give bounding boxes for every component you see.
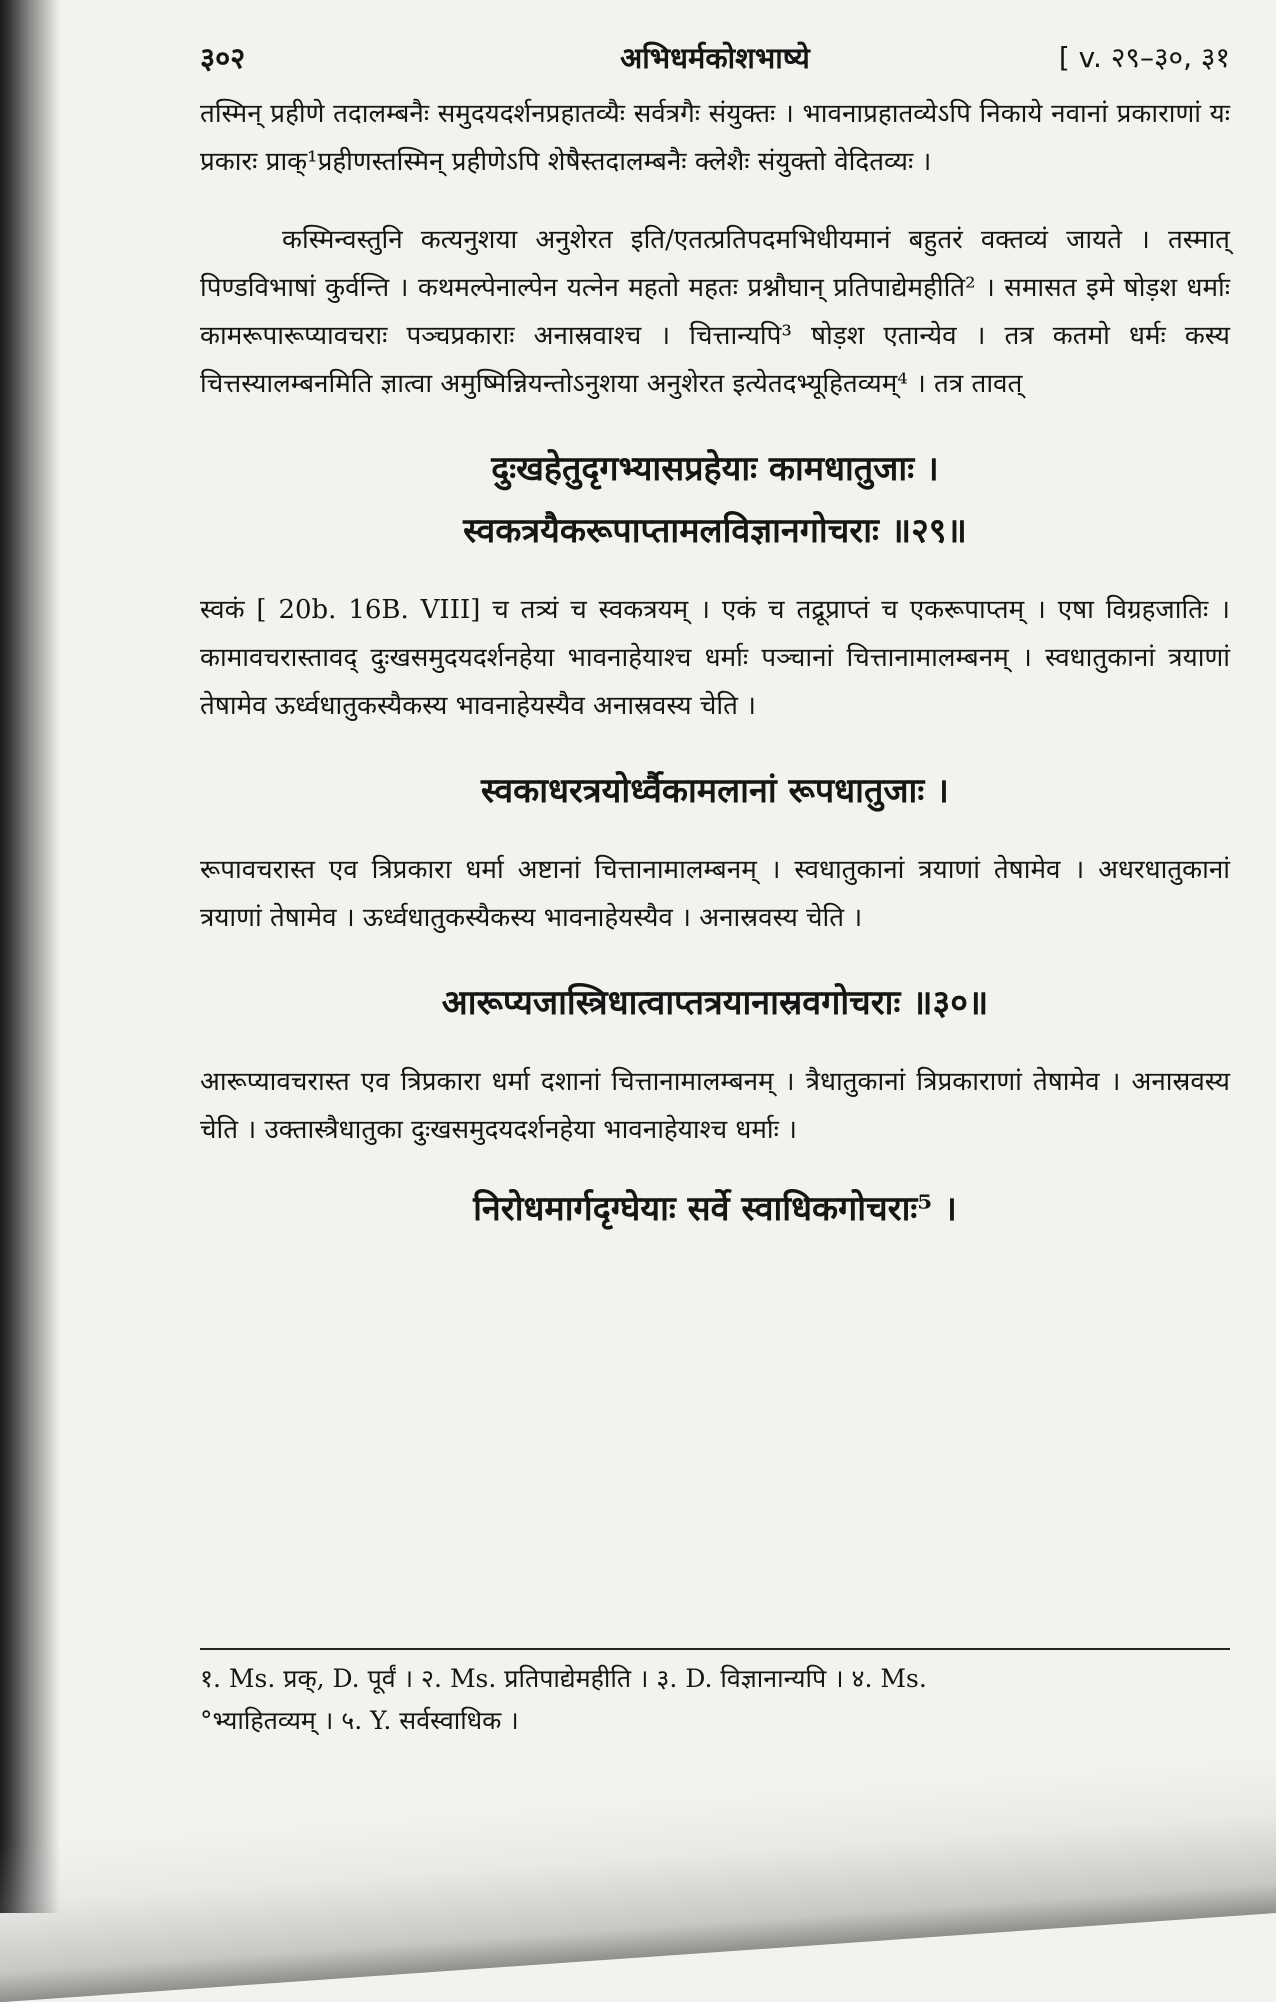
footnote-line-2: °भ्याहितव्यम् । ५. Y. सर्वस्वाधिक । xyxy=(200,1706,519,1735)
verse-29a: दुःखहेतुदृगभ्यासप्रहेयाः कामधातुजाः । xyxy=(491,449,939,489)
page-curl-shadow xyxy=(0,1753,1276,2002)
binding-shadow xyxy=(0,0,60,1913)
paragraph-5: आरूप्यावचरास्त एव त्रिप्रकारा धर्मा दशानां चित्तानामालम्बनम् । त्रैधातुकानां त्रिप्रकाराणां तेषामेव । अनास्रवस्य चेति । उक्तास्त्रैधातुका दुःखसमुदयदर्शनहेया भावनाहेयाश्च धर्माः । xyxy=(200,1067,1230,1145)
running-title: अभिधर्मकोशभाष्ये xyxy=(620,41,810,75)
verse-31a: निरोधमार्गदृग्घेयाः सर्वे स्वाधिकगोचराः⁵ । xyxy=(473,1189,957,1229)
footnote-line-1: १. Ms. प्रक्, D. पूर्वं । २. Ms. प्रतिपाद्येमहीति । ३. D. विज्ञानान्यपि । ४. Ms. xyxy=(200,1664,927,1693)
footnotes xyxy=(200,1658,1230,1742)
paragraph-3: स्वकं [ 20b. 16B. VIII] च तत्र्यं च स्वकत्रयम् । एकं च तद्रूप्राप्तं च एकरूपाप्तम् । एषा विग्रहजातिः । कामावचरास्तावद् दुःखसमुदयदर्शनहेया भावनाहेयाश्च धर्माः पञ्चानां चित्तानामालम्बनम् । स्वधातुकानां त्रयाणां तेषामेव ऊर्ध्वधातुकस्यैकस्य भावनाहेयस्यैव अनास्रवस्य चेति । xyxy=(200,595,1230,721)
paragraph-2: कस्मिन्वस्तुनि कत्यनुशया अनुशेरत इति/एतत्प्रतिपदमभिधीयमानं बहुतरं वक्तव्यं जायते । तस्मात् पिण्डविभाषां कुर्वन्ति । कथमल्पेनाल्पेन यत्नेन महतो महतः प्रश्नौघान् प्रतिपाद्येमहीति² । समासत इमे षोड़श धर्माः कामरूपारूप्यावचराः पञ्चप्रकाराः अनास्रवाश्च । चित्तान्यपि³ षोड़श एतान्येव । तत्र कतमो धर्मः कस्य चित्तस्यालम्बनमिति ज्ञात्वा अमुष्मिन्नियन्तोऽनुशया अनुशेरत इत्येतदभ्यूहितव्यम्⁴ । तत्र तावत् xyxy=(200,225,1230,399)
verse-29b: स्वकत्रयैकरूपाप्तामलविज्ञानगोचराः ॥२९॥ xyxy=(463,511,967,551)
verse-30b: आरूप्यजास्त्रिधात्वाप्तत्रयानास्रवगोचराः ॥३०॥ xyxy=(441,983,989,1023)
verse-30a: स्वकाधरत्रयोर्ध्वैकामलानां रूपधातुजाः । xyxy=(481,771,949,811)
section-reference: [ v. २९–३०, ३१ xyxy=(1058,41,1230,74)
page-body xyxy=(200,30,1230,1240)
paragraph-1: तस्मिन् प्रहीणे तदालम्बनैः समुदयदर्शनप्रहातव्यैः सर्वत्रगैः संयुक्तः । भावनाप्रहातव्येऽपि निकाये नवानां प्रकाराणां यः प्रकारः प्राक्¹प्रहीणस्तस्मिन् प्रहीणेऽपि शेषैस्तदालम्बनैः क्लेशैः संयुक्तो वेदितव्यः । xyxy=(200,99,1230,177)
page-number: ३०२ xyxy=(200,41,246,75)
footnote-divider xyxy=(200,1648,1230,1650)
paragraph-4: रूपावचरास्त एव त्रिप्रकारा धर्मा अष्टानां चित्तानामालम्बनम् । स्वधातुकानां त्रयाणां तेषामेव । अधरधातुकानां त्रयाणां तेषामेव । ऊर्ध्वधातुकस्यैकस्य भावनाहेयस्यैव । अनास्रवस्य चेति । xyxy=(200,855,1230,933)
running-header xyxy=(200,30,1230,90)
